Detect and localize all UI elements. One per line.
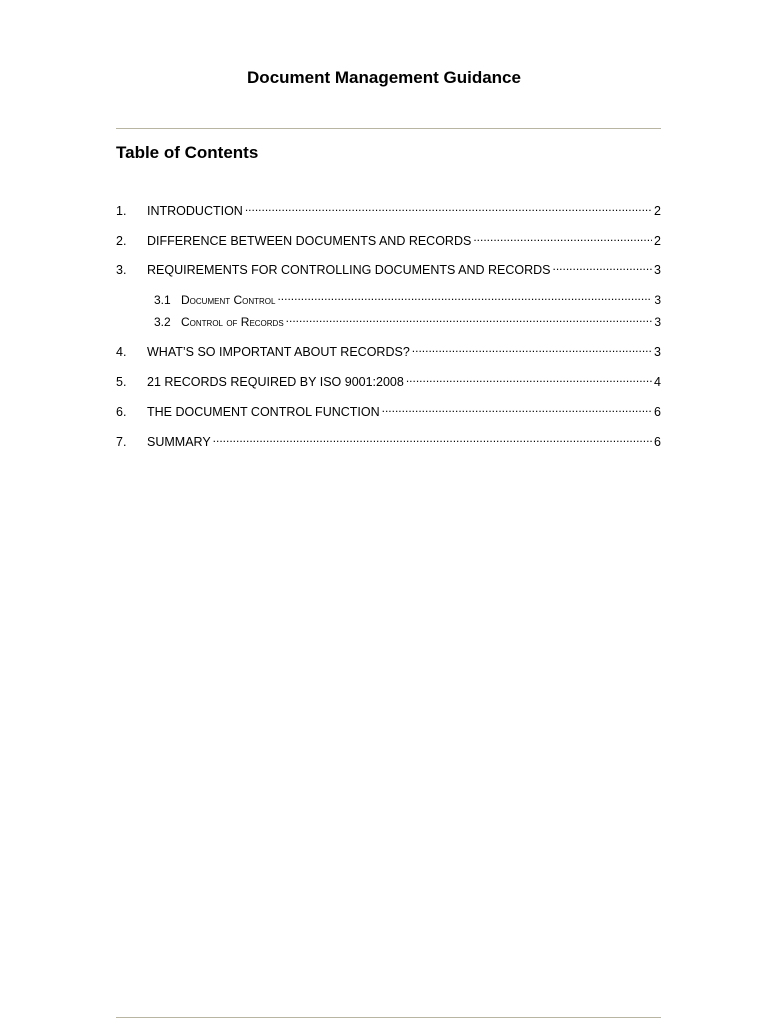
toc-entry-iso-records[interactable] (116, 370, 661, 389)
toc-dot-leader (382, 400, 652, 416)
toc-entry-title[interactable]: INTRODUCTION (147, 204, 243, 218)
toc-entry-page: 4 (654, 375, 661, 389)
toc-dot-leader (286, 310, 653, 326)
toc-entry-title[interactable]: SUMMARY (147, 435, 211, 449)
toc-dot-leader (213, 430, 652, 446)
toc-entry-records-importance[interactable] (116, 340, 661, 359)
toc-subentry-page: 3 (654, 315, 661, 329)
toc-subentry-title[interactable]: Document Control (181, 293, 276, 307)
toc-subentry-title[interactable]: Control of Records (181, 315, 284, 329)
toc-entry-title[interactable]: 21 RECORDS REQUIRED BY ISO 9001:2008 (147, 375, 404, 389)
toc-entry-requirements[interactable] (116, 258, 661, 277)
toc-entry-number: 1. (116, 204, 127, 218)
toc-subentry-number: 3.2 (154, 315, 171, 329)
toc-entry-title[interactable]: WHAT’S SO IMPORTANT ABOUT RECORDS? (147, 345, 410, 359)
toc-entry-title[interactable]: DIFFERENCE BETWEEN DOCUMENTS AND RECORDS (147, 234, 472, 248)
toc-entry-number: 5. (116, 375, 127, 389)
toc-entry-number: 4. (116, 345, 127, 359)
toc-entry-number: 2. (116, 234, 127, 248)
toc-subentry-document-control[interactable] (150, 288, 661, 307)
toc-dot-leader (406, 370, 652, 386)
header-divider (116, 128, 661, 129)
toc-subentry-page: 3 (654, 293, 661, 307)
toc-dot-leader (553, 258, 653, 274)
toc-entry-page: 6 (654, 405, 661, 419)
toc-dot-leader (277, 288, 652, 304)
toc-entry-page: 6 (654, 435, 661, 449)
toc-subentry-control-of-records[interactable] (150, 310, 661, 329)
toc-entry-page: 2 (654, 204, 661, 218)
toc-subentry-number: 3.1 (154, 293, 171, 307)
document-title: Document Management Guidance (247, 68, 521, 87)
toc-entry-introduction[interactable] (116, 199, 661, 218)
toc-entry-document-control-function[interactable] (116, 400, 661, 419)
toc-entry-summary[interactable] (116, 430, 661, 449)
toc-entry-number: 7. (116, 435, 127, 449)
toc-dot-leader (245, 199, 652, 215)
toc-entry-number: 3. (116, 263, 127, 277)
toc-dot-leader (412, 340, 652, 356)
toc-entry-page: 3 (654, 263, 661, 277)
toc-entry-title[interactable]: THE DOCUMENT CONTROL FUNCTION (147, 405, 380, 419)
toc-heading: Table of Contents (116, 143, 259, 162)
toc-dot-leader (473, 229, 652, 245)
footer-divider (116, 1017, 661, 1018)
toc-entry-number: 6. (116, 405, 127, 419)
toc-entry-page: 2 (654, 234, 661, 248)
toc-entry-page: 3 (654, 345, 661, 359)
toc-entry-title[interactable]: REQUIREMENTS FOR CONTROLLING DOCUMENTS AND RECORDS (147, 263, 551, 277)
toc-entry-difference[interactable] (116, 229, 661, 248)
